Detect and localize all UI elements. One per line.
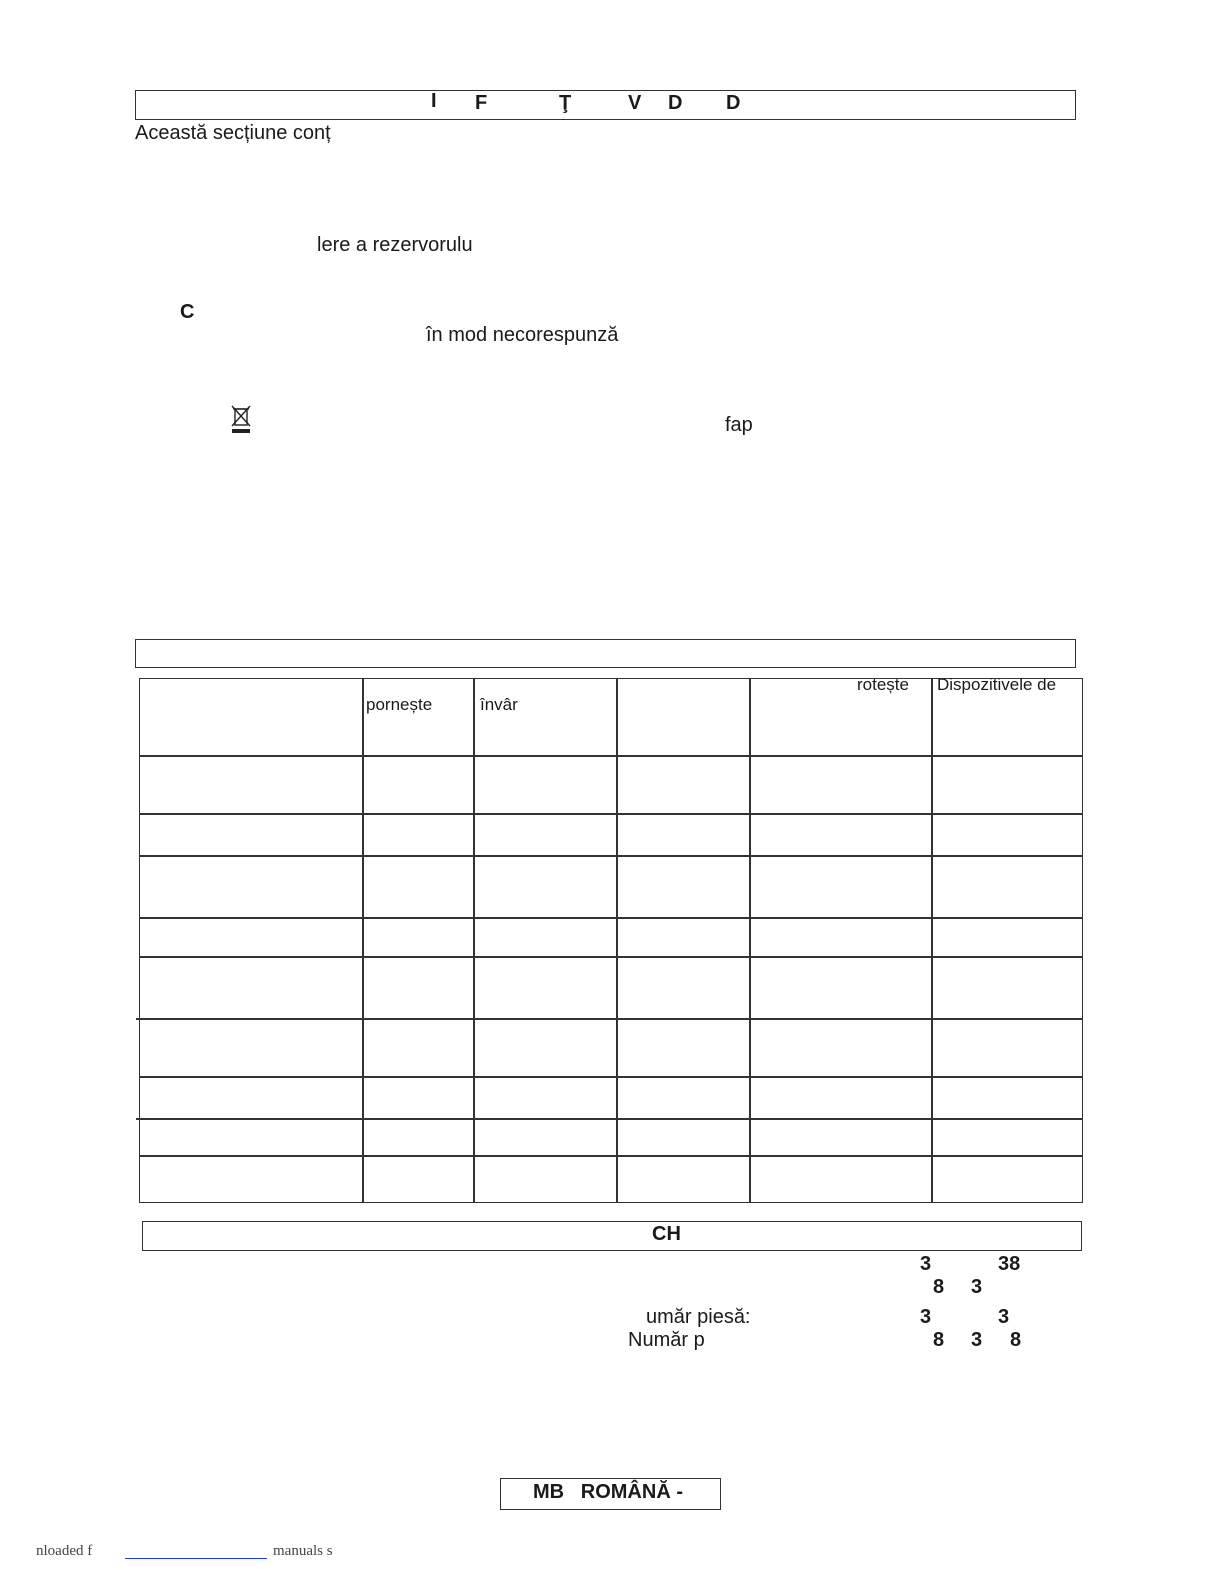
- table-col-line: [931, 678, 933, 1203]
- text-fragment-1: lere a rezervorulu: [317, 234, 473, 256]
- table-row-line: [139, 855, 1083, 857]
- part-label: umăr piesă:: [646, 1306, 751, 1328]
- part-num: 38: [998, 1253, 1021, 1275]
- header-letter-6: D: [726, 92, 741, 114]
- intro-text: Această secțiune conț: [135, 122, 331, 144]
- text-fragment-2: în mod necorespunză: [426, 324, 619, 346]
- table-col-line: [473, 678, 475, 1203]
- part-num: 3: [971, 1329, 983, 1351]
- table-row-line: [139, 1155, 1083, 1157]
- part-label: Număr p: [628, 1329, 705, 1351]
- part-num: 8: [1010, 1329, 1022, 1351]
- table-header-cell: pornește: [366, 695, 433, 714]
- table-col-line: [749, 678, 751, 1203]
- table-row-line: [136, 1018, 1083, 1020]
- parts-header: CH: [652, 1223, 681, 1245]
- table-row-line: [139, 1076, 1083, 1078]
- table-col-line: [616, 678, 618, 1203]
- table-header-cell: învâr: [480, 695, 518, 714]
- table-row-line: [136, 1118, 1083, 1120]
- part-num: 3: [920, 1253, 932, 1275]
- part-num: 3: [920, 1306, 932, 1328]
- troubleshooting-header-box: [135, 639, 1076, 668]
- language-tab-label: MB ROMÂNĂ -: [533, 1481, 683, 1503]
- text-fragment-3: fap: [725, 414, 753, 436]
- download-note-right: manuals s: [273, 1543, 333, 1559]
- label-c: C: [180, 301, 195, 323]
- parts-header-box: [142, 1221, 1082, 1251]
- table-header-cell: rotește: [857, 675, 909, 694]
- table-row-line: [139, 813, 1083, 815]
- header-letter-1: I: [431, 90, 437, 112]
- table-row-line: [139, 917, 1083, 919]
- part-num: 3: [998, 1306, 1010, 1328]
- section-header-box: [135, 90, 1076, 120]
- part-num: 8: [933, 1276, 945, 1298]
- crossed-bin-icon: [229, 404, 253, 436]
- table-border: [139, 678, 1083, 1203]
- table-row-line: [139, 755, 1083, 757]
- header-letter-3: Ţ: [559, 92, 572, 114]
- part-num: 3: [971, 1276, 983, 1298]
- download-link-underline[interactable]: [125, 1558, 267, 1559]
- download-note-left: nloaded f: [36, 1543, 93, 1559]
- header-letter-2: F: [475, 92, 488, 114]
- header-letter-4: V: [628, 92, 642, 114]
- header-letter-5: D: [668, 92, 683, 114]
- table-row-line: [139, 956, 1083, 958]
- table-header-cell: Dispozitivele de: [937, 675, 1057, 694]
- part-num: 8: [933, 1329, 945, 1351]
- table-col-line: [362, 678, 364, 1203]
